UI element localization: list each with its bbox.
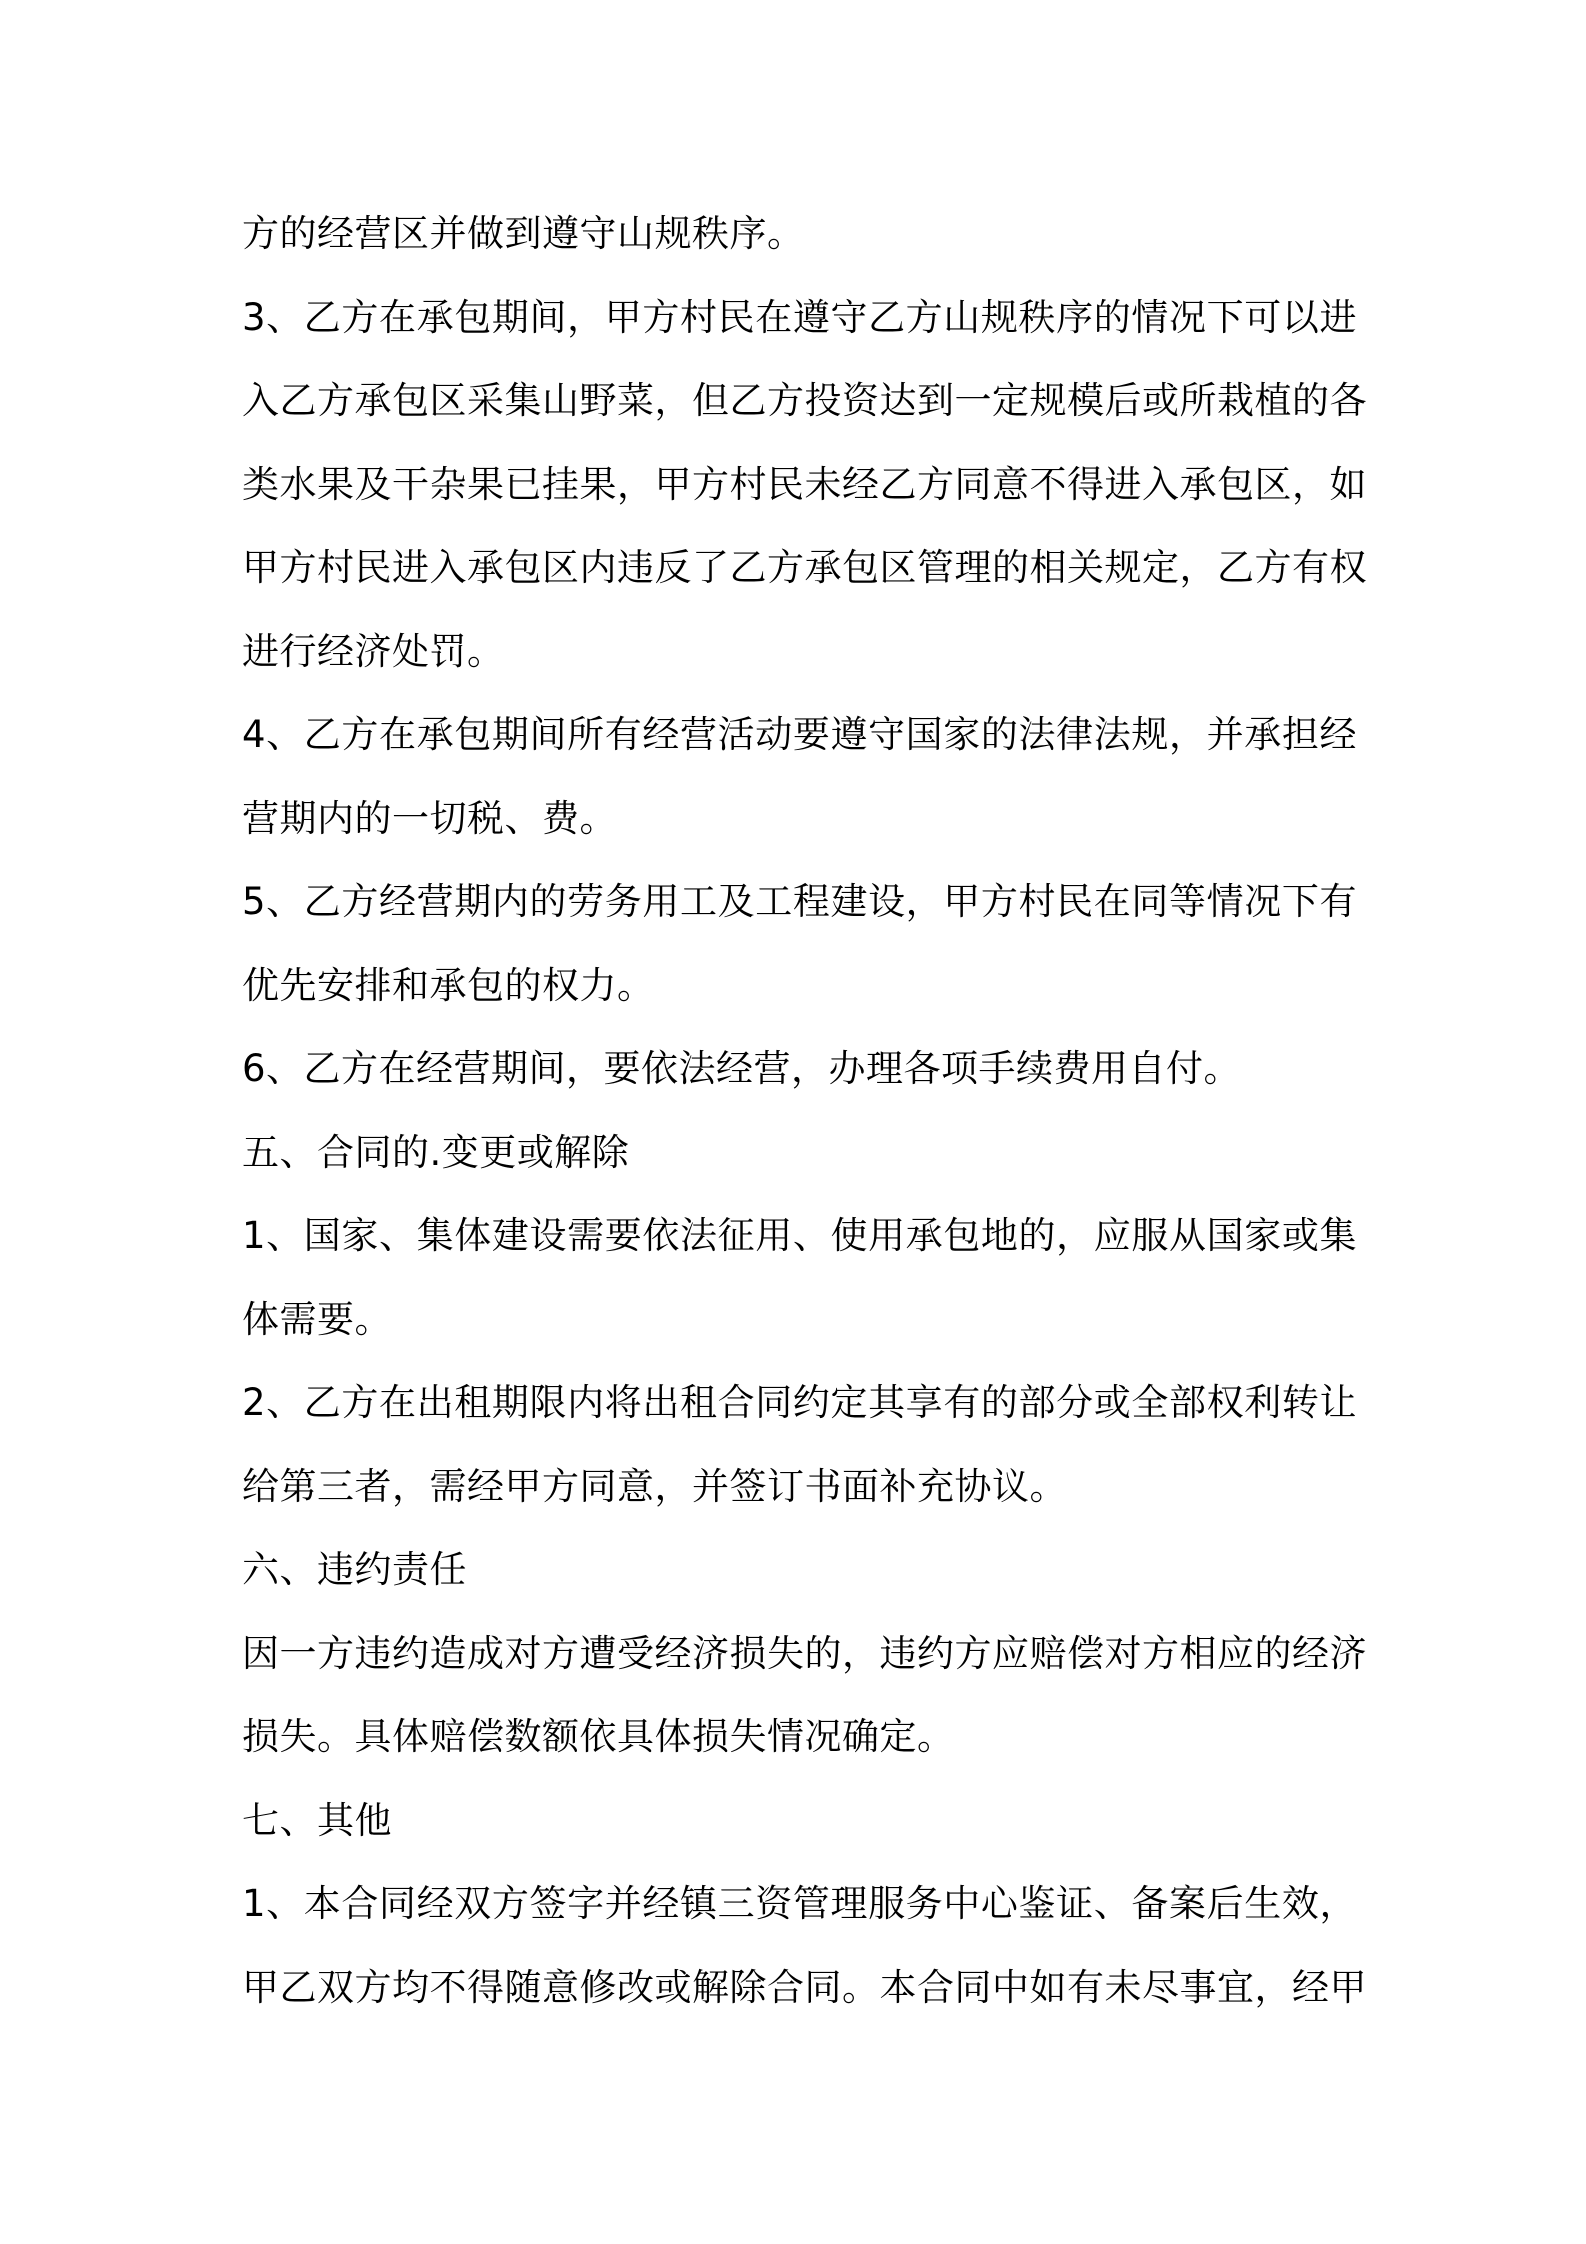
text-line: 4、乙方在承包期间所有经营活动要遵守国家的法律法规，并承担经 xyxy=(242,713,1357,756)
section-heading: 五、合同的.变更或解除 xyxy=(242,1130,630,1174)
text-line: 3、乙方在承包期间，甲方村民在遵守乙方山规秩序的情况下可以进 xyxy=(242,295,1357,339)
section-heading: 七、其他 xyxy=(242,1798,392,1842)
document-body xyxy=(242,192,1367,2029)
section-heading: 六、违约责任 xyxy=(242,1548,467,1591)
text-line: 优先安排和承包的权力。 xyxy=(242,963,655,1007)
text-line: 6、乙方在经营期间，要依法经营，办理各项手续费用自付。 xyxy=(242,1047,1242,1090)
text-line: 类水果及干杂果已挂果，甲方村民未经乙方同意不得进入承包区，如 xyxy=(242,462,1367,506)
text-line: 给第三者，需经甲方同意，并签订书面补充协议。 xyxy=(242,1464,1067,1508)
text-line: 体需要。 xyxy=(242,1297,392,1341)
text-line: 营期内的一切税、费。 xyxy=(242,796,617,840)
text-line: 进行经济处罚。 xyxy=(242,629,505,673)
text-line: 1、本合同经双方签字并经镇三资管理服务中心鉴证、备案后生效， xyxy=(242,1882,1357,1925)
text-line: 1、国家、集体建设需要依法征用、使用承包地的，应服从国家或集 xyxy=(242,1214,1357,1257)
text-line: 甲乙双方均不得随意修改或解除合同。本合同中如有未尽事宜，经甲 xyxy=(242,1965,1367,2009)
text-line: 2、乙方在出租期限内将出租合同约定其享有的部分或全部权利转让 xyxy=(242,1381,1357,1424)
text-line: 因一方违约造成对方遭受经济损失的，违约方应赔偿对方相应的经济 xyxy=(242,1631,1367,1675)
text-line: 损失。具体赔偿数额依具体损失情况确定。 xyxy=(242,1715,955,1758)
text-line: 方的经营区并做到遵守山规秩序。 xyxy=(242,212,805,255)
text-line: 甲方村民进入承包区内违反了乙方承包区管理的相关规定，乙方有权 xyxy=(242,546,1367,589)
text-line: 5、乙方经营期内的劳务用工及工程建设，甲方村民在同等情况下有 xyxy=(242,880,1357,923)
text-line: 入乙方承包区采集山野菜，但乙方投资达到一定规模后或所栽植的各 xyxy=(242,379,1367,422)
